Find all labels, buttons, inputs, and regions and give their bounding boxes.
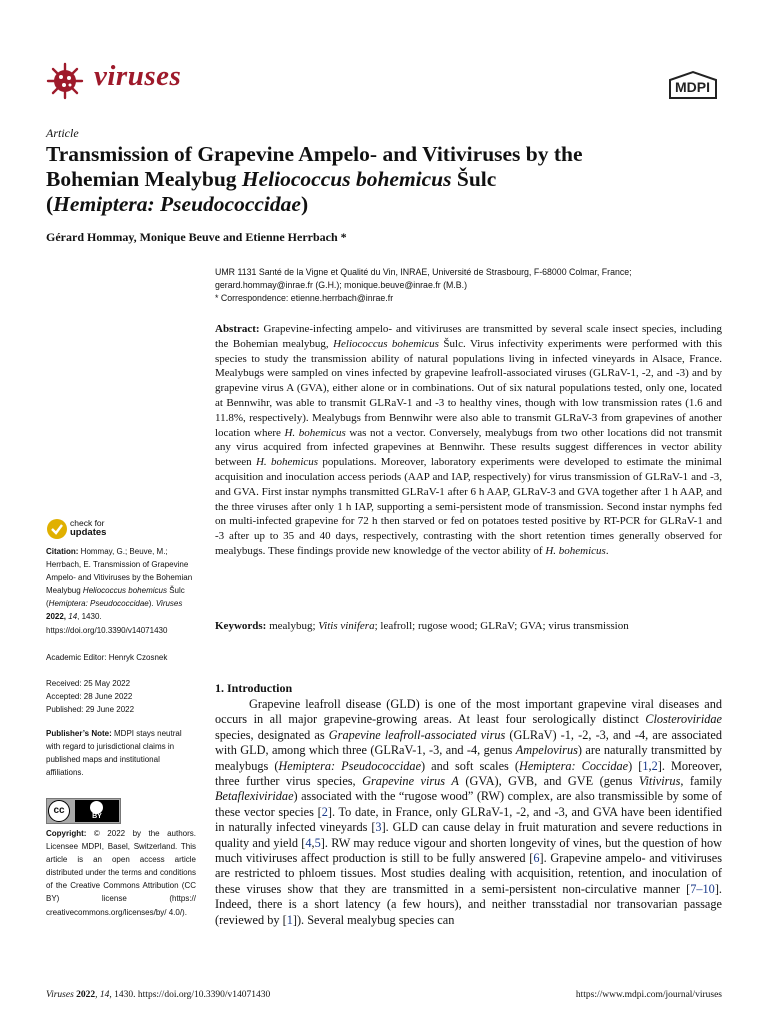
citation-link[interactable]: 2 — [321, 804, 328, 819]
title-line-3: (Hemiptera: Pseudococcidae) — [46, 192, 309, 216]
citation-link[interactable]: 4 — [305, 835, 312, 850]
title-line-1: Transmission of Grapevine Ampelo- and Vitiviruses by the — [46, 142, 583, 166]
cc-by-license-badge[interactable]: cc BY — [46, 798, 121, 824]
introduction-text: Grapevine leafroll disease (GLD) is one of the most important grapevine viral diseases and occurs in all major grapevine-growing areas. At least four serologically distinct Closteroviridae species, designated as Grapevine leafroll-associated virus (GLRaV) -1, -2, -3, and -4, are associated with GLD, among which three (GLRaV-1, -3, and -4, genus Ampelovirus) are naturally transmitted by mealybugs (Hemiptera: Pseudococcidae) and soft scales (Hemiptera: Coccidae) [1,2]. Moreover, three further virus species, Grapevine virus A (GVA), GVB, and GVE (genus Vitivirus, family Betaflexiviridae) associated with the “rugose wood” (RW) complex, are also transmissible by some of these vector species [2]. To date, in France, only GLRaV-1, -2, and -3, and GVA have been identified in naturally infected vineyards [3]. GLD can cause delay in fruit maturation and severe reductions in quality and yield [4,5]. RW may reduce vigour and shorten longevity of vines, but the question of how much vitiviruses affect production is still to be fully answered [6]. Grapevine ampelo- and vitiviruses are restricted to phloem tissues. Most studies dealing with acquisition, retention, and inoculation of these viruses show that they are transmitted in a semi-persistent non-circulative manner [7–10]. Indeed, there is a short latency (a few hours), and neither transstadial nor transovarian passage (reviewed by [1]). Several mealybug species can — [215, 697, 723, 927]
citation-link[interactable]: 1 — [286, 912, 293, 927]
title-line-2: Bohemian Mealybug Heliococcus bohemicus Šulc — [46, 167, 497, 191]
paper-title — [46, 142, 736, 217]
author-list: Gérard Hommay, Monique Beuve and Etienne Herrbach * — [46, 230, 347, 244]
keywords: Keywords: mealybug; Vitis vinifera; leafroll; rugose wood; GLRaV; GVA; virus transmission — [215, 620, 629, 632]
copyright: Copyright: © 2022 by the authors. Licensee MDPI, Basel, Switzerland. This article is an open access article distributed under the terms and conditions of the Creative Commons Attribution (CC BY) license (https:// creativecommons.org/licenses/by/ 4.0/). — [46, 829, 196, 917]
journal-url-link[interactable]: https://www.mdpi.com/journal/viruses — [575, 990, 722, 1000]
check-updates-icon — [46, 518, 68, 540]
citation-link[interactable]: 1 — [642, 758, 649, 773]
citation-link[interactable]: 7–10 — [690, 881, 715, 896]
citation-link[interactable]: 6 — [533, 851, 540, 866]
citation-link[interactable]: 3 — [375, 820, 382, 835]
author-emails[interactable]: gerard.hommay@inrae.fr (G.H.); monique.beuve@inrae.fr (M.B.) — [215, 280, 468, 290]
article-type: Article — [46, 126, 79, 140]
journal-name: viruses — [94, 60, 182, 92]
citation: Citation: Hommay, G.; Beuve, M.; Herrbach, E. Transmission of Grapevine Ampelo- and Vitiviruses by the Bohemian Mealybug Heliococcus bohemicus Šulc (Hemiptera: Pseudococcidae). Viruses 2022, 14, 1430. https://doi.org/10.3390/v14071430 — [46, 547, 193, 635]
publisher-label: MDPI — [675, 79, 710, 95]
footer-citation: Viruses 2022, 14, 1430. https://doi.org/10.3390/v14071430 — [46, 990, 271, 1000]
section-heading-introduction: 1. Introduction — [215, 681, 293, 695]
dates: Received: 25 May 2022 Accepted: 28 June 2022 Published: 29 June 2022 — [46, 679, 135, 715]
citation-doi-link[interactable]: , 1430. https://doi.org/10.3390/v14071430 — [46, 612, 168, 635]
affiliation: UMR 1131 Santé de la Vigne et Qualité du Vin, INRAE, Université de Strasbourg, F-68000 Colmar, France; gerard.hommay@inrae.fr (G.H.); monique.beuve@inrae.fr (M.B.) * Correspondence: etienne.herrbach@inrae.fr — [215, 266, 735, 305]
abstract: Abstract: Grapevine-infecting ampelo- and vitiviruses are transmitted by several scale insect species, including the Bohemian mealybug, Heliococcus bohemicus Šulc. Virus infectivity experiments were performed with this species to study the transmission ability of natural populations living in infected vineyards in Alsace, France. Mealybugs were sampled on vines infected by grapevine leafroll-associated viruses (GLRaV-1, -2, and -3) and by grapevine virus A (GVA), either alone or in combinations. Out of six natural populations tested, only one, located at Bennwihr, was able to transmit GLRaV-1 and -3 to healthy vines, though with low transmission rates (1.6 and 11.8%, respectively). Mealybugs from Bennwihr were also able to transmit GLRaV-3 from grapevines of another location where H. bohemicus was not a vector. Conversely, mealybugs from two other locations did not transmit any virus acquired from infected grapevines at Bennwihr. These results suggest differences in vector ability between H. bohemicus populations. Moreover, laboratory experiments were developed to estimate the minimal acquisition and inoculation access periods (AAP and IAP, respectively) for virus transmission of GLRaV-1 and -3, and GVA. First instar nymphs transmitted GLRaV-1 after 6 h AAP, GLRaV-3 and GVA together after 1 h AAP, and the three viruses after only 1 h IAP, supporting a semi-persistent mode of transmission. Second instar nymphs fed on multi-infected grapevine for 72 h then starved or fed on potatoes tested positive by RT-PCR for GLRaV-1 and -3 after up to 35 and 40 days, respectively, contrasting with the short retention times generally observed for mealybugs. These findings provide new knowledge of the vector ability of H. bohemicus. — [215, 323, 722, 557]
cc-icon: cc — [48, 800, 70, 822]
publisher-note: Publisher’s Note: MDPI stays neutral with regard to jurisdictional claims in published maps and institutional affiliations. — [46, 729, 182, 778]
mdpi-logo — [668, 70, 718, 104]
citation-link[interactable]: 5 — [314, 835, 321, 850]
academic-editor: Academic Editor: Henryk Czosnek — [46, 653, 168, 662]
viruses-logo-icon — [46, 62, 84, 100]
correspondence[interactable]: * Correspondence: etienne.herrbach@inrae.fr — [215, 293, 394, 303]
citation-link[interactable]: 2 — [651, 758, 658, 773]
